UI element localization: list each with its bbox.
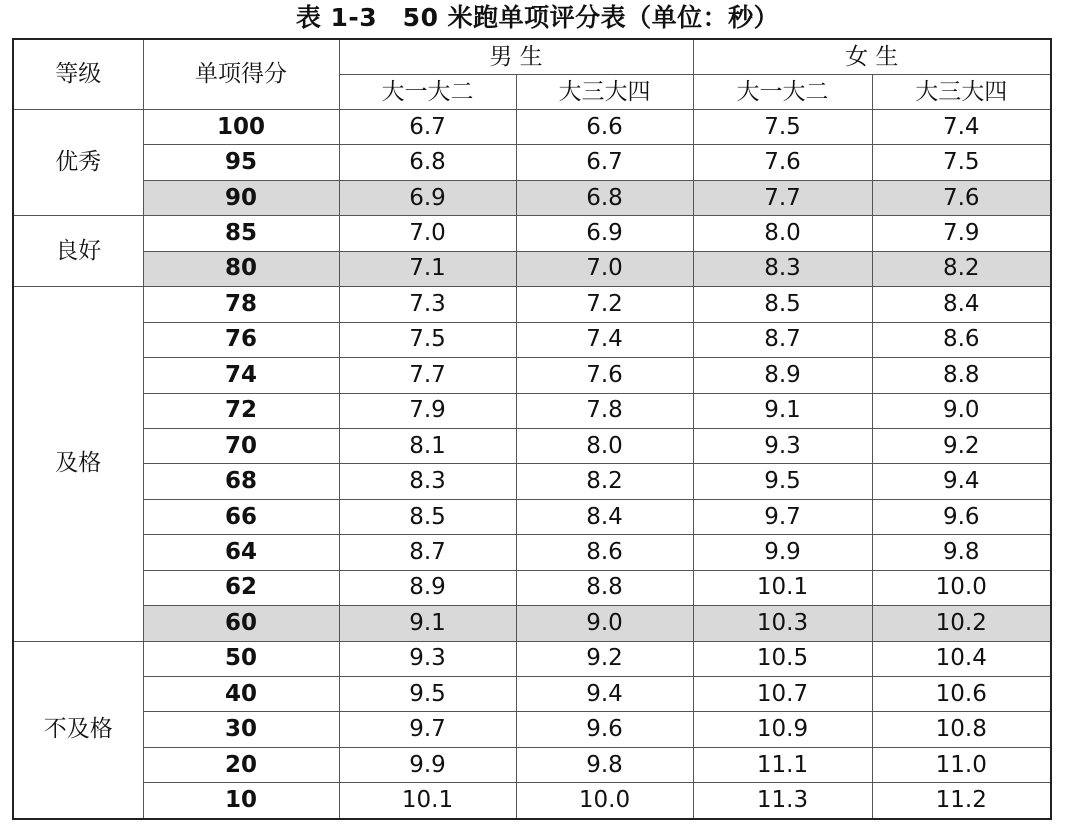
score-cell: 76 — [143, 322, 339, 357]
male-year34-cell: 7.4 — [516, 322, 693, 357]
table-row — [13, 358, 1051, 393]
male-year34-cell: 9.8 — [516, 747, 693, 782]
header-row-1 — [13, 39, 1051, 75]
female-year12-cell: 9.1 — [693, 393, 872, 428]
male-year12-cell: 7.3 — [339, 287, 516, 322]
male-year34-cell: 6.9 — [516, 216, 693, 251]
female-year34-cell: 10.0 — [872, 570, 1051, 605]
female-year34-cell: 9.2 — [872, 428, 1051, 463]
score-cell: 80 — [143, 251, 339, 286]
score-cell: 62 — [143, 570, 339, 605]
female-year34-cell: 9.8 — [872, 535, 1051, 570]
score-cell: 90 — [143, 180, 339, 215]
male-year34-cell: 9.0 — [516, 606, 693, 641]
male-year34-cell: 9.6 — [516, 712, 693, 747]
female-year34-cell: 10.4 — [872, 641, 1051, 676]
female-year34-cell: 11.0 — [872, 747, 1051, 782]
male-year12-cell: 8.5 — [339, 499, 516, 534]
male-year12-cell: 6.8 — [339, 145, 516, 180]
female-year12-cell: 7.7 — [693, 180, 872, 215]
male-year34-cell: 7.2 — [516, 287, 693, 322]
grade-cell: 良好 — [13, 216, 143, 287]
table-row — [13, 110, 1051, 145]
male-year34-cell: 8.0 — [516, 428, 693, 463]
male-year12-cell: 8.1 — [339, 428, 516, 463]
score-cell: 72 — [143, 393, 339, 428]
male-year12-cell: 9.3 — [339, 641, 516, 676]
score-cell: 78 — [143, 287, 339, 322]
male-year34-cell: 7.6 — [516, 358, 693, 393]
female-year12-cell: 7.6 — [693, 145, 872, 180]
female-year34-cell: 7.5 — [872, 145, 1051, 180]
male-year12-cell: 9.9 — [339, 747, 516, 782]
male-year34-cell: 6.8 — [516, 180, 693, 215]
header-male-year34: 大三大四 — [516, 75, 693, 110]
male-year12-cell: 7.0 — [339, 216, 516, 251]
male-year34-cell: 7.0 — [516, 251, 693, 286]
score-cell: 70 — [143, 428, 339, 463]
female-year12-cell: 8.9 — [693, 358, 872, 393]
table-row — [13, 570, 1051, 605]
female-year12-cell: 11.1 — [693, 747, 872, 782]
female-year34-cell: 7.6 — [872, 180, 1051, 215]
female-year12-cell: 7.5 — [693, 110, 872, 145]
score-cell: 40 — [143, 677, 339, 712]
table-row — [13, 606, 1051, 641]
header-grade: 等级 — [13, 39, 143, 110]
female-year34-cell: 9.0 — [872, 393, 1051, 428]
female-year34-cell: 9.4 — [872, 464, 1051, 499]
female-year12-cell: 9.3 — [693, 428, 872, 463]
table-row — [13, 712, 1051, 747]
male-year34-cell: 10.0 — [516, 783, 693, 819]
table-row — [13, 393, 1051, 428]
female-year34-cell: 10.6 — [872, 677, 1051, 712]
header-female-year34: 大三大四 — [872, 75, 1051, 110]
header-male-year12: 大一大二 — [339, 75, 516, 110]
grade-cell: 及格 — [13, 287, 143, 641]
table-row — [13, 145, 1051, 180]
score-cell: 66 — [143, 499, 339, 534]
header-female: 女 生 — [693, 39, 1051, 75]
male-year34-cell: 8.4 — [516, 499, 693, 534]
score-cell: 95 — [143, 145, 339, 180]
score-cell: 60 — [143, 606, 339, 641]
score-cell: 10 — [143, 783, 339, 819]
female-year12-cell: 9.5 — [693, 464, 872, 499]
grade-cell: 不及格 — [13, 641, 143, 819]
female-year34-cell: 8.4 — [872, 287, 1051, 322]
male-year34-cell: 8.6 — [516, 535, 693, 570]
female-year12-cell: 10.9 — [693, 712, 872, 747]
male-year12-cell: 6.9 — [339, 180, 516, 215]
female-year12-cell: 8.7 — [693, 322, 872, 357]
female-year12-cell: 8.3 — [693, 251, 872, 286]
male-year34-cell: 9.2 — [516, 641, 693, 676]
male-year12-cell: 7.1 — [339, 251, 516, 286]
header-male: 男 生 — [339, 39, 693, 75]
male-year12-cell: 6.7 — [339, 110, 516, 145]
score-cell: 64 — [143, 535, 339, 570]
table-row — [13, 464, 1051, 499]
male-year34-cell: 7.8 — [516, 393, 693, 428]
male-year12-cell: 8.9 — [339, 570, 516, 605]
table-row — [13, 428, 1051, 463]
male-year34-cell: 6.7 — [516, 145, 693, 180]
table-title: 表 1-3 50 米跑单项评分表（单位：秒） — [295, 3, 780, 32]
male-year12-cell: 8.7 — [339, 535, 516, 570]
male-year34-cell: 9.4 — [516, 677, 693, 712]
male-year12-cell: 9.1 — [339, 606, 516, 641]
score-cell: 50 — [143, 641, 339, 676]
female-year34-cell: 7.9 — [872, 216, 1051, 251]
female-year34-cell: 7.4 — [872, 110, 1051, 145]
male-year34-cell: 8.2 — [516, 464, 693, 499]
female-year34-cell: 8.8 — [872, 358, 1051, 393]
female-year12-cell: 10.1 — [693, 570, 872, 605]
table-row — [13, 783, 1051, 819]
female-year34-cell: 10.8 — [872, 712, 1051, 747]
female-year34-cell: 9.6 — [872, 499, 1051, 534]
male-year12-cell: 9.7 — [339, 712, 516, 747]
female-year34-cell: 11.2 — [872, 783, 1051, 819]
table-body — [13, 110, 1051, 819]
score-cell: 85 — [143, 216, 339, 251]
male-year12-cell: 7.5 — [339, 322, 516, 357]
female-year34-cell: 8.6 — [872, 322, 1051, 357]
female-year12-cell: 10.5 — [693, 641, 872, 676]
female-year12-cell: 8.0 — [693, 216, 872, 251]
female-year12-cell: 9.7 — [693, 499, 872, 534]
male-year12-cell: 8.3 — [339, 464, 516, 499]
table-row — [13, 535, 1051, 570]
table-row — [13, 287, 1051, 322]
score-cell: 20 — [143, 747, 339, 782]
score-cell: 74 — [143, 358, 339, 393]
table-row — [13, 322, 1051, 357]
female-year12-cell: 10.3 — [693, 606, 872, 641]
table-row — [13, 251, 1051, 286]
female-year12-cell: 11.3 — [693, 783, 872, 819]
score-cell: 30 — [143, 712, 339, 747]
score-table — [12, 38, 1052, 820]
table-row — [13, 747, 1051, 782]
female-year12-cell: 9.9 — [693, 535, 872, 570]
table-row — [13, 216, 1051, 251]
score-cell: 68 — [143, 464, 339, 499]
header-female-year12: 大一大二 — [693, 75, 872, 110]
female-year34-cell: 8.2 — [872, 251, 1051, 286]
male-year12-cell: 10.1 — [339, 783, 516, 819]
grade-cell: 优秀 — [13, 110, 143, 216]
male-year34-cell: 6.6 — [516, 110, 693, 145]
score-cell: 100 — [143, 110, 339, 145]
table-row — [13, 641, 1051, 676]
male-year12-cell: 7.7 — [339, 358, 516, 393]
female-year34-cell: 10.2 — [872, 606, 1051, 641]
header-score: 单项得分 — [143, 39, 339, 110]
female-year12-cell: 8.5 — [693, 287, 872, 322]
table-row — [13, 180, 1051, 215]
table-row — [13, 677, 1051, 712]
table-row — [13, 499, 1051, 534]
female-year12-cell: 10.7 — [693, 677, 872, 712]
male-year12-cell: 9.5 — [339, 677, 516, 712]
male-year12-cell: 7.9 — [339, 393, 516, 428]
male-year34-cell: 8.8 — [516, 570, 693, 605]
